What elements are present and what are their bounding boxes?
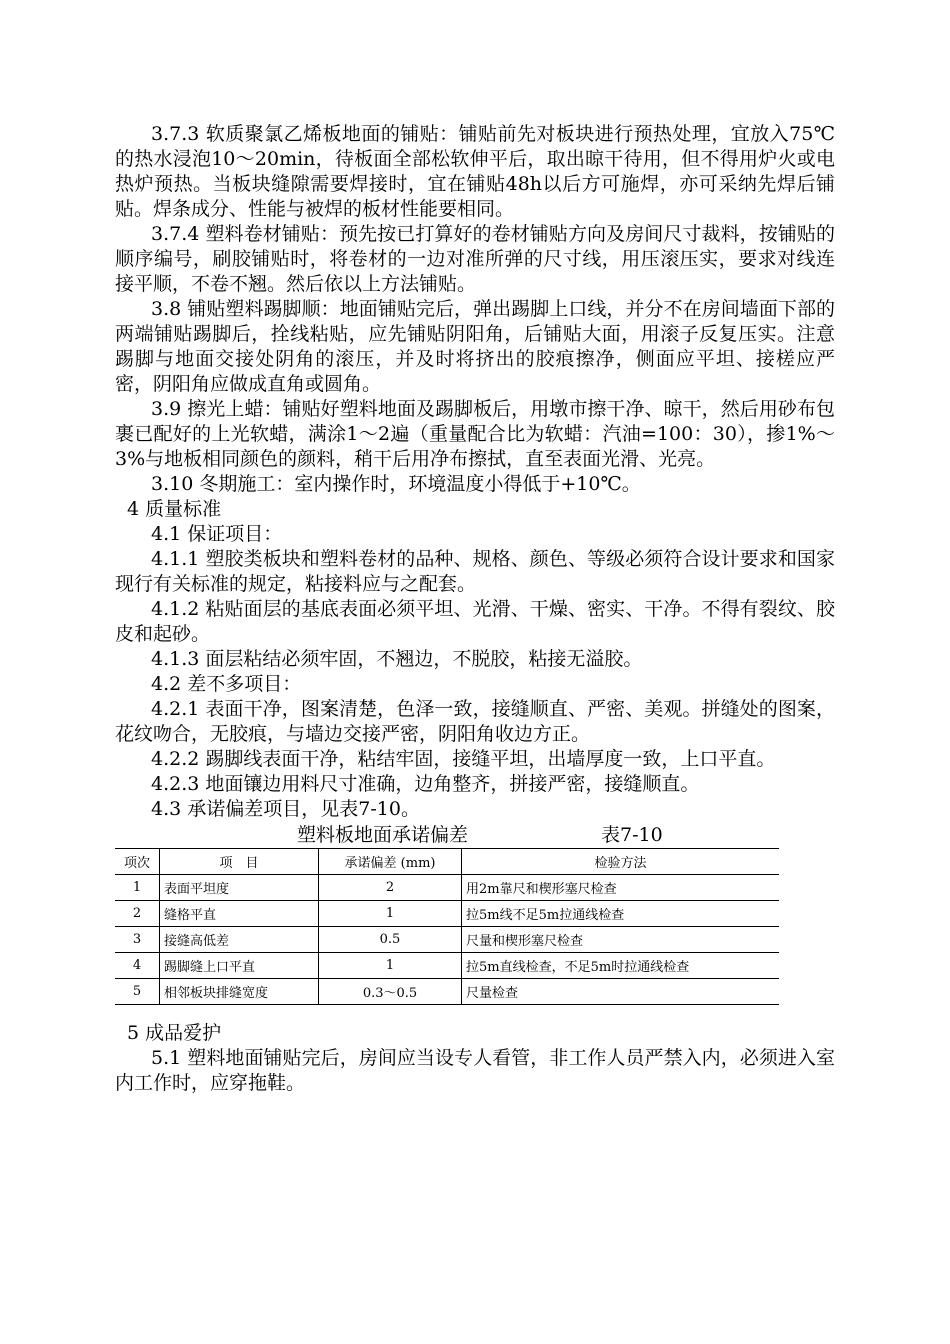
paragraph-4-3: 4.3 承诺偏差项目，见表7-10。 xyxy=(151,798,420,820)
cell-method: 拉5m线不足5m拉通线检查 xyxy=(466,908,625,923)
paragraph-3-7-3: 3.7.3 软质聚氯乙烯板地面的铺贴：铺贴前先对板块进行预热处理，宜放入75℃的热水浸泡10～20min，待板面全部松软伸平后，取出晾干待用，但不得用炉火或电热炉预热。当板块缝隙需要焊接时，宜在铺贴48h以后方可施焊，亦可采纳先焊后铺贴。焊条成分、性能与被焊的板材性能要相同。 xyxy=(115,123,835,220)
paragraph-4-1-1: 4.1.1 塑胶类板块和塑料卷材的品种、规格、颜色、等级必须符合设计要求和国家现行有关标准的规定，粘接料应与之配套。 xyxy=(115,548,835,595)
cell-method: 拉5m直线检查，不足5m时拉通线检查 xyxy=(466,960,690,975)
cell-tolerance: 0.5 xyxy=(319,927,462,953)
table-caption xyxy=(115,822,835,848)
cell-index: 2 xyxy=(115,901,160,927)
paragraph-4-1: 4.1 保证项目： xyxy=(151,523,283,545)
paragraph-4-2-3: 4.2.3 地面镶边用料尺寸准确，边角整齐，拼接严密，接缝顺直。 xyxy=(151,773,700,795)
table-title: 塑料板地面承诺偏差 xyxy=(297,824,469,846)
table-number: 表7-10 xyxy=(601,824,663,846)
paragraph-4-1-3: 4.1.3 面层粘结必须牢固，不翘边，不脱胶，粘接无溢胶。 xyxy=(151,648,643,670)
cell-index: 3 xyxy=(115,927,160,953)
deviation-table xyxy=(115,848,779,1005)
cell-method: 尺量检查 xyxy=(466,986,519,1001)
paragraph-4-2: 4.2 差不多项目： xyxy=(151,673,302,695)
cell-item: 相邻板块排缝宽度 xyxy=(160,979,319,1005)
header-item: 项 目 xyxy=(160,849,319,875)
table-row xyxy=(115,979,779,1005)
section-heading-5: 5 成品爱护 xyxy=(127,1022,222,1044)
section-heading-4: 4 质量标准 xyxy=(127,498,222,520)
header-tolerance: 承诺偏差 (mm) xyxy=(319,849,462,875)
cell-item: 表面平坦度 xyxy=(160,875,319,901)
cell-tolerance: 2 xyxy=(319,875,462,901)
header-index: 项次 xyxy=(115,849,160,875)
cell-method: 尺量和楔形塞尺检查 xyxy=(466,934,584,949)
paragraph-3-9: 3.9 擦光上蜡：铺贴好塑料地面及踢脚板后，用墩市擦干净、晾干，然后用砂布包裹已配好的上光软蜡，满涂1～2遍（重量配合比为软蜡：汽油=100：30），掺1%～3%与地板相同颜色的颜料，稍干后用净布擦拭，直至表面光滑、光亮。 xyxy=(115,398,835,470)
spacer xyxy=(115,1005,835,1021)
paragraph-3-7-4: 3.7.4 塑料卷材铺贴：预先按已打算好的卷材铺贴方向及房间尺寸裁料，按铺贴的顺序编号，刷胶铺贴时，将卷材的一边对准所弹的尺寸线，用压滚压实，要求对线连接平顺，不卷不翘。然后依以上方法铺贴。 xyxy=(115,223,835,295)
cell-item: 缝格平直 xyxy=(160,901,319,927)
table-row xyxy=(115,953,779,979)
table-row xyxy=(115,901,779,927)
cell-index: 1 xyxy=(115,875,160,901)
cell-index: 5 xyxy=(115,979,160,1005)
paragraph-4-2-1: 4.2.1 表面干净，图案清楚，色泽一致，接缝顺直、严密、美观。拼缝处的图案，花纹吻合，无胶痕，与墙边交接严密，阴阳角收边方正。 xyxy=(115,698,835,745)
document-page xyxy=(115,122,835,1096)
header-method: 检验方法 xyxy=(594,856,647,871)
paragraph-4-2-2: 4.2.2 踢脚线表面干净，粘结牢固，接缝平坦，出墙厚度一致，上口平直。 xyxy=(151,748,776,770)
paragraph-4-1-2: 4.1.2 粘贴面层的基底表面必须平坦、光滑、干燥、密实、干净。不得有裂纹、胶皮和起砂。 xyxy=(115,598,835,645)
paragraph-5-1: 5.1 塑料地面铺贴完后，房间应当设专人看管，非工作人员严禁入内，必须进入室内工作时，应穿拖鞋。 xyxy=(115,1047,835,1094)
cell-method: 用2m靠尺和楔形塞尺检查 xyxy=(466,882,617,897)
cell-tolerance: 1 xyxy=(319,953,462,979)
table-row xyxy=(115,927,779,953)
cell-item: 接缝高低差 xyxy=(160,927,319,953)
cell-item: 踢脚缝上口平直 xyxy=(160,953,319,979)
paragraph-3-8: 3.8 铺贴塑料踢脚顺：地面铺贴完后，弹出踢脚上口线，并分不在房间墙面下部的两端铺贴踢脚后，拴线粘贴，应先铺贴阴阳角，后铺贴大面，用滚子反复压实。注意踢脚与地面交接处阴角的滚压，并及时将挤出的胶痕擦净，侧面应平坦、接槎应严密，阴阳角应做成直角或圆角。 xyxy=(115,298,835,395)
cell-index: 4 xyxy=(115,953,160,979)
cell-tolerance: 0.3～0.5 xyxy=(319,979,462,1005)
table-header-row xyxy=(115,849,779,875)
table-row xyxy=(115,875,779,901)
paragraph-3-10: 3.10 冬期施工：室内操作时，环境温度小得低于+10℃。 xyxy=(151,473,641,495)
cell-tolerance: 1 xyxy=(319,901,462,927)
